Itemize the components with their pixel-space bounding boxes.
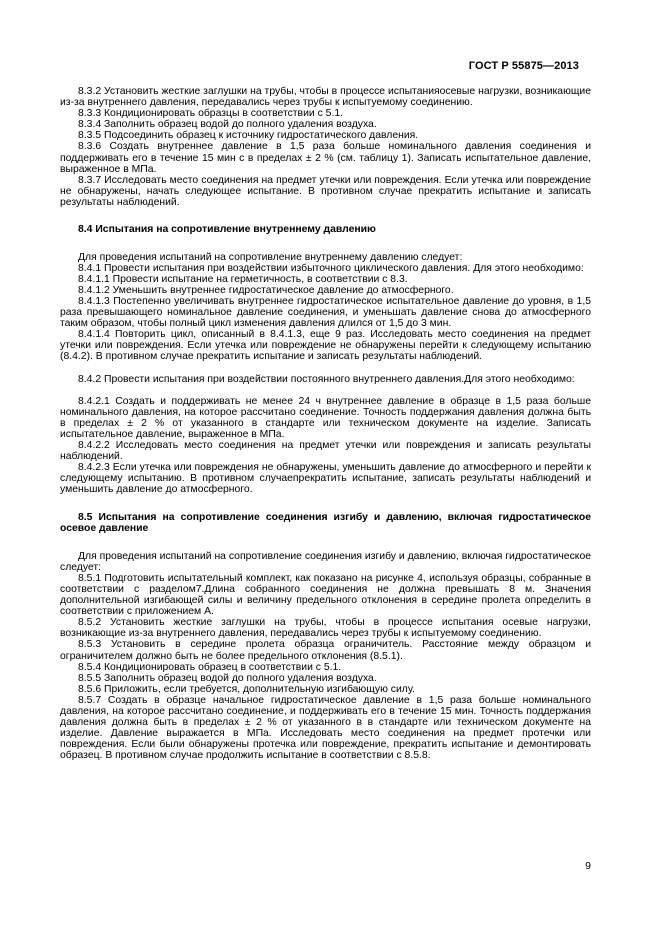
paragraph: 8.5.6 Приложить, если требуется, дополнительную изгибающую силу. <box>78 683 415 695</box>
paragraph: 8.4.1.4 Повторить цикл, описанный в 8.4.1.3, еще 9 раз. Исследовать место соединения на предмет утечки или повреждения. Если утечка или повреждение не обнаружены перейти к следующему испытанию (8.4.2). В противном случае прекратить испытание и записать результаты наблюдений. <box>60 329 591 363</box>
page-number: 9 <box>585 860 591 872</box>
paragraph: 8.4.2 Провести испытания при воздействии постоянного внутреннего давления.Для этого необходимо: <box>78 373 575 385</box>
paragraph: 8.4.1.2 Уменьшить внутреннее гидростатическое давление до атмосферного. <box>78 284 454 296</box>
section-heading-8-5: 8.5 Испытания на сопротивление соединения изгибу и давлению, включая гидростатическое осевое давление <box>60 511 591 535</box>
paragraph: 8.5.2 Установить жесткие заглушки на трубы, чтобы в процессе испытания осевые нагрузки, возникающие из-за внутреннего давления, передавались через трубы к испытуемому соединению. <box>60 617 591 640</box>
paragraph: 8.3.4 Заполнить образец водой до полного удаления воздуха. <box>78 119 377 131</box>
document-id: ГОСТ Р 55875—2013 <box>468 60 579 72</box>
paragraph: 8.5.1 Подготовить испытательный комплект, как показано на рисунке 4, используя образцы, собранные в соответствии с разделом7.Длина собранного соединения не должна превышать 8 м. Значения дополнительной изгибающей силы и величину предельного отклонения в середине пролета определить в соответствии с приложением А. <box>60 572 591 618</box>
paragraph: 8.5.4 Кондиционировать образец в соответствии с 5.1. <box>78 661 342 673</box>
paragraph: 8.3.3 Кондиционировать образцы в соответствии с 5.1. <box>78 108 343 120</box>
paragraph: 8.5.5 Заполнить образец водой до полного удаления воздуха. <box>78 672 377 684</box>
paragraph: 8.3.6 Создать внутреннее давление в 1,5 раза больше номинального давления соединения и поддерживать его в течение 15 мин с в пределах ± 2 % (см. таблицу 1). Записать испытательное давление, выраженное в МПа. <box>60 141 591 175</box>
paragraph: 8.4.1.3 Постепенно увеличивать внутреннее гидростатическое испытательное давление до уровня, в 1,5 раза превышающего номинальное давление соединения, и уменьшать давление снова до атмосферного таким образом, чтобы полный цикл изменения давления длился от 1,5 до 3 мин. <box>60 296 591 330</box>
paragraph: 8.4.2.1 Создать и поддерживать не менее 24 ч внутреннее давление в образце в 1,5 раза больше номинального давления, на которое рассчитано соединение. Точность поддержания давления должна быть в пределах ± 2 % от указанного в стандарте или техническом документе на изделие. Записать испытательное давление, выраженное в МПа. <box>60 395 591 440</box>
paragraph: Для проведения испытаний на сопротивление соединения изгибу и давлению, включая гидростатическое следует: <box>60 550 591 573</box>
paragraph: Для проведения испытаний на сопротивление внутреннему давлению следует: <box>78 251 463 263</box>
paragraph: 8.3.7 Исследовать место соединения на предмет утечки или повреждения. Если утечка или повреждение не обнаружены, начать следующее испытание. В противном случае прекратить испытание и записать результаты наблюдений. <box>60 174 591 208</box>
section-heading-8-4: 8.4 Испытания на сопротивление внутреннему давлению <box>78 224 376 236</box>
paragraph: 8.4.2.2 Исследовать место соединения на предмет утечки или повреждения и записать результаты наблюдений. <box>60 440 591 463</box>
paragraph: 8.4.2.3 Если утечка или повреждения не обнаружены, уменьшить давление до атмосферного и перейти к следующему испытанию. В противном случаепрекратить испытание, записать результаты наблюдений и уменьшить давление до атмосферного. <box>60 462 591 496</box>
paragraph: 8.3.5 Подсоединить образец к источнику гидростатического давления. <box>78 130 419 142</box>
document-body <box>60 86 591 761</box>
paragraph: 8.4.1 Провести испытания при воздействии избыточного циклического давления. Для этого необходимо: <box>78 262 584 274</box>
paragraph: 8.3.2 Установить жесткие заглушки на трубы, чтобы в процессе испытанияосевые нагрузки, возникающие из-за внутреннего давления, передавались через трубы к испытуемому соединению. <box>60 86 591 109</box>
paragraph: 8.5.3 Установить в середине пролета образца ограничитель. Расстояние между образцом и ограничителем должно быть не более предельного отклонения (8.5.1). <box>60 639 591 662</box>
paragraph: 8.4.1.1 Провести испытание на герметичность, в соответствии с 8.3. <box>78 273 408 285</box>
paragraph: 8.5.7 Создать в образце начальное гидростатическое давление в 1,5 раза больше номинального давления, на которое рассчитано соединение, и поддерживать его в течение 15 мин. Точность поддержания давления должна быть в пределах ± 2 % от указанного в в стандарте или техническом документе на изделие. Давление выражается в МПа. Исследовать место соединения на предмет протечки или повреждения. Если были обнаружены протечка или повреждение, прекратить испытание и демонтировать образец. В противном случае продолжить испытание в соответствии с 8.5.8. <box>60 694 591 762</box>
